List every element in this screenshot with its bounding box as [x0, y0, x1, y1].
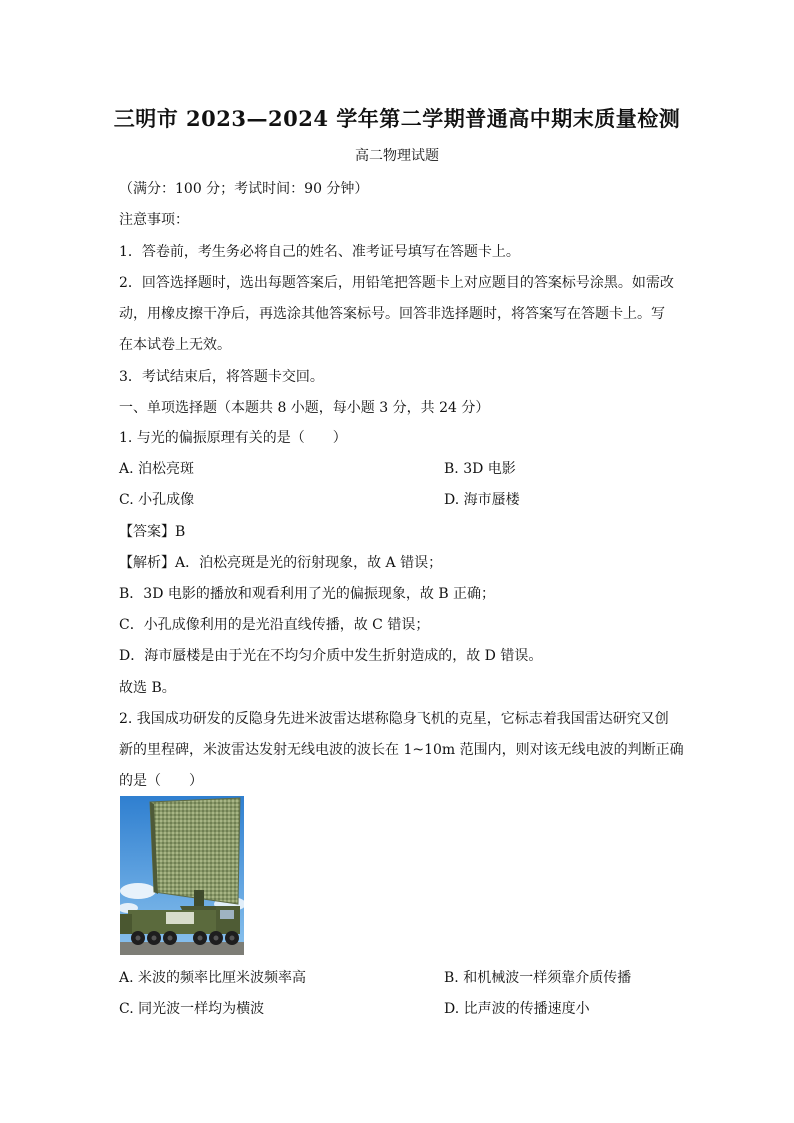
notice-item-1: 1．答卷前，考生务必将自己的姓名、准考证号填写在答题卡上。 — [119, 244, 520, 260]
question-1-option-d: D. 海市蜃楼 — [444, 492, 520, 508]
question-2-stem-line-2: 新的里程碑，米波雷达发射无线电波的波长在 1~10m 范围内，则对该无线电波的判断正确 — [119, 742, 684, 758]
notice-item-2-line-2: 动，用橡皮擦干净后，再选涂其他答案标号。回答非选择题时，将答案写在答题卡上。写 — [119, 306, 665, 322]
notice-heading: 注意事项： — [119, 212, 189, 228]
question-1-explanation-1: 【解析】A．泊松亮斑是光的衍射现象，故 A 错误； — [119, 555, 443, 571]
question-1-option-a: A. 泊松亮斑 — [119, 461, 195, 477]
question-1-option-b: B. 3D 电影 — [444, 461, 516, 477]
question-1-stem: 1. 与光的偏振原理有关的是（ ） — [119, 430, 347, 446]
score-time-note: （满分：100 分；考试时间：90 分钟） — [119, 181, 369, 197]
section-heading: 一、单项选择题（本题共 8 小题，每小题 3 分，共 24 分） — [119, 400, 490, 416]
question-1-explanation-4: D．海市蜃楼是由于光在不均匀介质中发生折射造成的，故 D 错误。 — [119, 648, 543, 664]
question-1-explanation-2: B．3D 电影的播放和观看利用了光的偏振现象，故 B 正确； — [119, 586, 496, 602]
notice-item-3: 3．考试结束后，将答题卡交回。 — [119, 369, 324, 385]
question-2-option-b: B. 和机械波一样须靠介质传播 — [444, 970, 632, 986]
question-2-option-c: C. 同光波一样均为横波 — [119, 1001, 265, 1017]
question-1-option-c: C. 小孔成像 — [119, 492, 195, 508]
radar-vehicle-photo — [120, 796, 244, 955]
question-1-explanation-3: C．小孔成像利用的是光沿直线传播，故 C 错误； — [119, 617, 430, 633]
question-2-option-a: A. 米波的频率比厘米波频率高 — [119, 970, 307, 986]
question-2-stem-line-1: 2. 我国成功研发的反隐身先进米波雷达堪称隐身飞机的克星，它标志着我国雷达研究又创 — [119, 711, 669, 727]
question-2-option-d: D. 比声波的传播速度小 — [444, 1001, 590, 1017]
notice-item-2-line-3: 在本试卷上无效。 — [119, 337, 231, 353]
question-1-conclusion: 故选 B。 — [119, 680, 176, 696]
question-2-stem-line-3: 的是（ ） — [119, 773, 203, 789]
exam-subtitle: 高二物理试题 — [355, 148, 439, 164]
notice-item-2-line-1: 2．回答选择题时，选出每题答案后，用铅笔把答题卡上对应题目的答案标号涂黑。如需改 — [119, 275, 674, 291]
question-1-answer: 【答案】B — [119, 524, 186, 540]
exam-title: 三明市 2023—2024 学年第二学期普通高中期末质量检测 — [113, 106, 681, 131]
radar-vehicle-illustration — [120, 796, 244, 955]
